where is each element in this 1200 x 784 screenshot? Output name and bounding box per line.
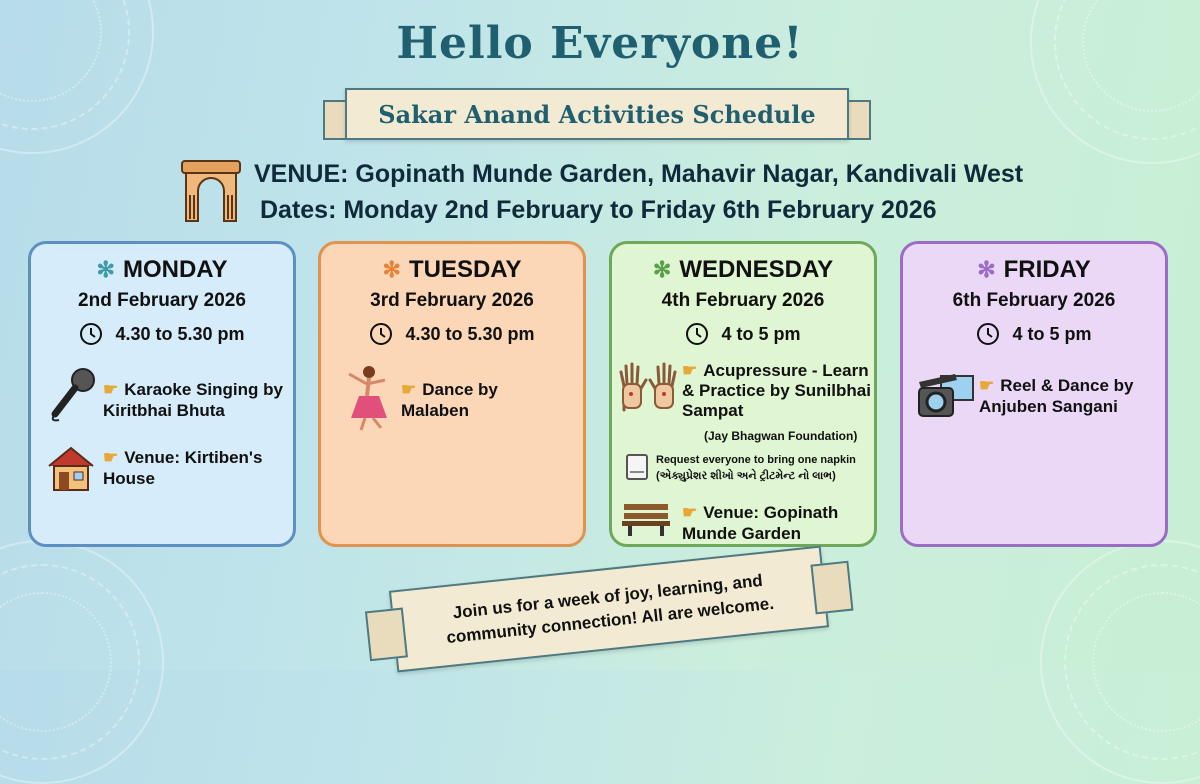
day-date: 4th February 2026 — [661, 290, 825, 311]
day-name: FRIDAY — [1003, 256, 1091, 283]
subtitle-ribbon — [345, 88, 849, 140]
time-row — [903, 322, 1165, 346]
day-date: 2nd February 2026 — [78, 290, 246, 311]
day-heading — [612, 256, 874, 284]
time-row — [31, 322, 293, 346]
napkin-icon — [624, 452, 650, 482]
time-row — [321, 322, 583, 346]
camera-icon — [915, 368, 977, 420]
card-wednesday — [609, 241, 877, 547]
time-text: 4 to 5 pm — [721, 323, 801, 344]
flower-icon: ✻ — [977, 257, 996, 282]
day-name: TUESDAY — [408, 256, 522, 283]
footer-message: Join us for a week of joy, learning, and community connection! All are welcome. — [445, 570, 775, 648]
time-text: 4.30 to 5.30 pm — [405, 323, 535, 344]
venue-note-label: Venue: Gopinath Munde Garden — [682, 503, 839, 543]
flower-icon: ✻ — [652, 257, 672, 282]
venue-note-label: Venue: Kirtiben's House — [103, 448, 263, 488]
hands-icon — [618, 362, 678, 412]
venue-note — [103, 447, 293, 489]
card-tuesday — [318, 241, 586, 547]
pointing-hand-icon: ☛ — [103, 380, 119, 399]
time-text: 4 to 5 pm — [1012, 323, 1092, 344]
dates-text: Dates: Monday 2nd February to Friday 6th February 2026 — [260, 196, 937, 224]
card-monday — [28, 241, 296, 547]
clock-icon — [369, 322, 393, 346]
house-icon — [45, 444, 97, 492]
card-friday — [900, 241, 1168, 547]
pointing-hand-icon: ☛ — [103, 448, 119, 467]
microphone-icon — [45, 366, 97, 424]
venue-text: VENUE: Gopinath Munde Garden, Mahavir Nagar, Kandivali West — [254, 160, 1024, 188]
day-date: 3rd February 2026 — [370, 290, 534, 311]
arch-icon — [176, 155, 246, 225]
day-heading — [903, 256, 1165, 284]
subtitle-text: Sakar Anand Activities Schedule — [378, 99, 816, 129]
organization-text: (Jay Bhagwan Foundation) — [704, 429, 858, 443]
pointing-hand-icon: ☛ — [682, 361, 698, 380]
day-name: WEDNESDAY — [679, 256, 834, 283]
bench-icon — [620, 500, 672, 536]
dancer-icon — [339, 362, 395, 432]
activity-text — [103, 379, 293, 421]
clock-icon — [79, 322, 103, 346]
footer-banner — [389, 546, 829, 673]
day-date: 6th February 2026 — [952, 290, 1116, 311]
activity-text — [401, 379, 561, 421]
clock-icon — [685, 322, 709, 346]
page-title: Hello Everyone! — [396, 18, 804, 69]
clock-icon — [976, 322, 1000, 346]
time-row — [612, 322, 874, 346]
pointing-hand-icon: ☛ — [682, 503, 698, 522]
mandala-decoration-bottom-right — [1040, 540, 1200, 784]
venue-note — [682, 502, 872, 544]
pointing-hand-icon: ☛ — [401, 380, 417, 399]
activity-text — [979, 375, 1159, 417]
activity-label: Karaoke Singing by Kiritbhai Bhuta — [103, 380, 283, 420]
day-heading — [31, 256, 293, 284]
day-name: MONDAY — [122, 256, 228, 283]
flower-icon: ✻ — [96, 257, 115, 282]
time-text: 4.30 to 5.30 pm — [115, 323, 245, 344]
activity-label: Reel & Dance by Anjuben Sangani — [979, 376, 1134, 416]
day-heading — [321, 256, 583, 284]
activity-text — [682, 361, 872, 421]
flower-icon: ✻ — [382, 257, 401, 282]
activity-label: Dance by Malaben — [401, 380, 498, 420]
gujarati-text: (એક્યુપ્રેશર શીખો અને ટ્રીટમેન્ટ નો લાભ) — [656, 470, 836, 482]
mandala-decoration-bottom-left — [0, 540, 164, 784]
pointing-hand-icon: ☛ — [979, 376, 995, 395]
request-text: Request everyone to bring one napkin — [656, 454, 856, 466]
activity-label: Acupressure - Learn & Practice by Sunilbhai Sampat — [682, 361, 871, 420]
